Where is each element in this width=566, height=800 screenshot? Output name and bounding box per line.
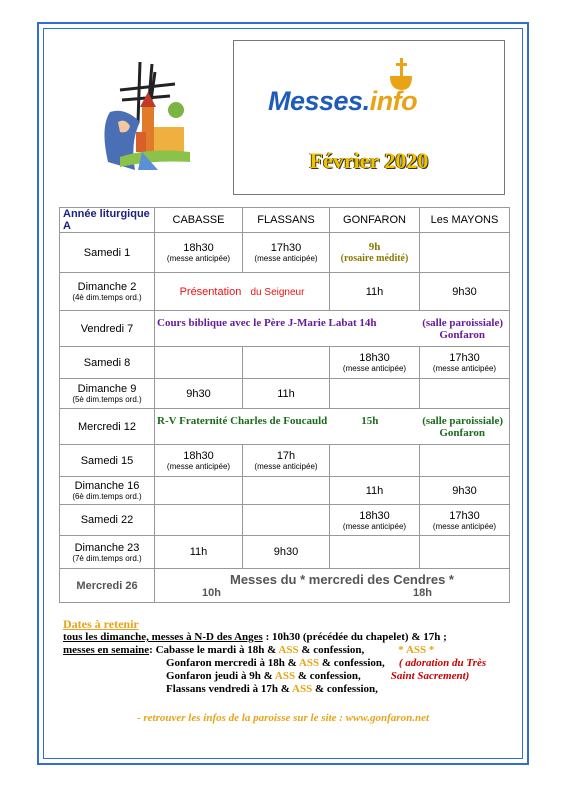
table-row xyxy=(60,379,510,409)
time-cell: 18h30 (messe anticipée) xyxy=(155,233,243,273)
column-header: GONFARON xyxy=(330,208,420,233)
time-cell xyxy=(155,347,243,379)
time-cell: 11h xyxy=(330,477,420,505)
day-cell: Mercredi 26 xyxy=(60,569,155,603)
event-cell: Messes du * mercredi des Cendres * 10h 18h xyxy=(155,569,510,603)
time-cell: 9h30 xyxy=(420,477,510,505)
day-cell: Dimanche 16 (6è dim.temps ord.) xyxy=(60,477,155,505)
column-header: FLASSANS xyxy=(243,208,330,233)
time-cell: 17h30 (messe anticipée) xyxy=(243,233,330,273)
table-row xyxy=(60,505,510,536)
table-row xyxy=(60,273,510,311)
notes-heading: Dates à retenir xyxy=(63,617,139,631)
table-row xyxy=(60,536,510,569)
time-cell: 18h30 (messe anticipée) xyxy=(155,445,243,477)
time-cell: 9h (rosaire médité) xyxy=(330,233,420,273)
page-title: Février 2020 xyxy=(309,148,429,173)
day-cell: Samedi 22 xyxy=(60,505,155,536)
liturgical-year-label: Année liturgique A xyxy=(60,208,155,233)
table-row xyxy=(60,445,510,477)
messes-info-logo: Messes.info xyxy=(268,86,418,116)
table-row xyxy=(60,233,510,273)
table-row xyxy=(60,569,510,603)
time-cell: 11h xyxy=(243,379,330,409)
time-cell xyxy=(155,505,243,536)
table-row xyxy=(60,347,510,379)
weekday-gonfaron-wed: Gonfaron mercredi à 18h & ASS & confession, ( adoration du Très xyxy=(166,657,487,669)
day-cell: Dimanche 9 (5è dim.temps ord.) xyxy=(60,379,155,409)
weekday-masses: messes en semaine: Cabasse le mardi à 18h & ASS & confession, * ASS * xyxy=(63,644,435,656)
day-cell: Samedi 8 xyxy=(60,347,155,379)
time-cell xyxy=(420,536,510,569)
table-row xyxy=(60,477,510,505)
mass-schedule-table xyxy=(59,207,510,603)
time-cell: 17h30 (messe anticipée) xyxy=(420,347,510,379)
time-cell: 17h (messe anticipée) xyxy=(243,445,330,477)
time-cell: 9h30 xyxy=(155,379,243,409)
time-cell xyxy=(420,379,510,409)
column-header: Les MAYONS xyxy=(420,208,510,233)
table-row xyxy=(60,311,510,347)
column-header: CABASSE xyxy=(155,208,243,233)
table-header-row xyxy=(60,208,510,233)
day-cell: Mercredi 12 xyxy=(60,409,155,445)
website-footer: - retrouver les infos de la paroisse sur le site : www.gonfaron.net xyxy=(136,712,430,724)
dates-to-remember xyxy=(63,618,513,696)
time-cell: 11h xyxy=(330,273,420,311)
time-cell xyxy=(330,536,420,569)
time-cell xyxy=(243,477,330,505)
time-cell xyxy=(155,477,243,505)
table-row xyxy=(60,409,510,445)
sunday-masses: tous les dimanche, messes à N-D des Anges : 10h30 (précédée du chapelet) & 17h ; xyxy=(63,631,447,643)
weekday-flassans-fri: Flassans vendredi à 17h & ASS & confession, xyxy=(166,683,378,695)
day-cell: Vendredi 7 xyxy=(60,311,155,347)
time-cell: 18h30 (messe anticipée) xyxy=(330,505,420,536)
time-cell: 9h30 xyxy=(243,536,330,569)
weekday-gonfaron-thu: Gonfaron jeudi à 9h & ASS & confession, Saint Sacrement) xyxy=(166,670,470,682)
time-cell xyxy=(243,505,330,536)
time-cell xyxy=(330,445,420,477)
event-cell: R-V Fraternité Charles de Foucauld 15h (salle paroissiale) Gonfaron xyxy=(155,409,510,445)
day-cell: Samedi 15 xyxy=(60,445,155,477)
parish-logo-icon xyxy=(80,52,210,182)
time-cell xyxy=(330,379,420,409)
time-cell: 11h xyxy=(155,536,243,569)
day-cell: Dimanche 23 (7è dim.temps ord.) xyxy=(60,536,155,569)
time-cell xyxy=(420,445,510,477)
day-cell: Samedi 1 xyxy=(60,233,155,273)
time-cell: 17h30 (messe anticipée) xyxy=(420,505,510,536)
feast-cell: Présentation du Seigneur xyxy=(155,273,330,311)
time-cell xyxy=(420,233,510,273)
time-cell: 9h30 xyxy=(420,273,510,311)
time-cell: 18h30 (messe anticipée) xyxy=(330,347,420,379)
time-cell xyxy=(243,347,330,379)
event-cell: Cours biblique avec le Père J-Marie Labat 14h (salle paroissiale) Gonfaron xyxy=(155,311,510,347)
day-cell: Dimanche 2 (4è dim.temps ord.) xyxy=(60,273,155,311)
